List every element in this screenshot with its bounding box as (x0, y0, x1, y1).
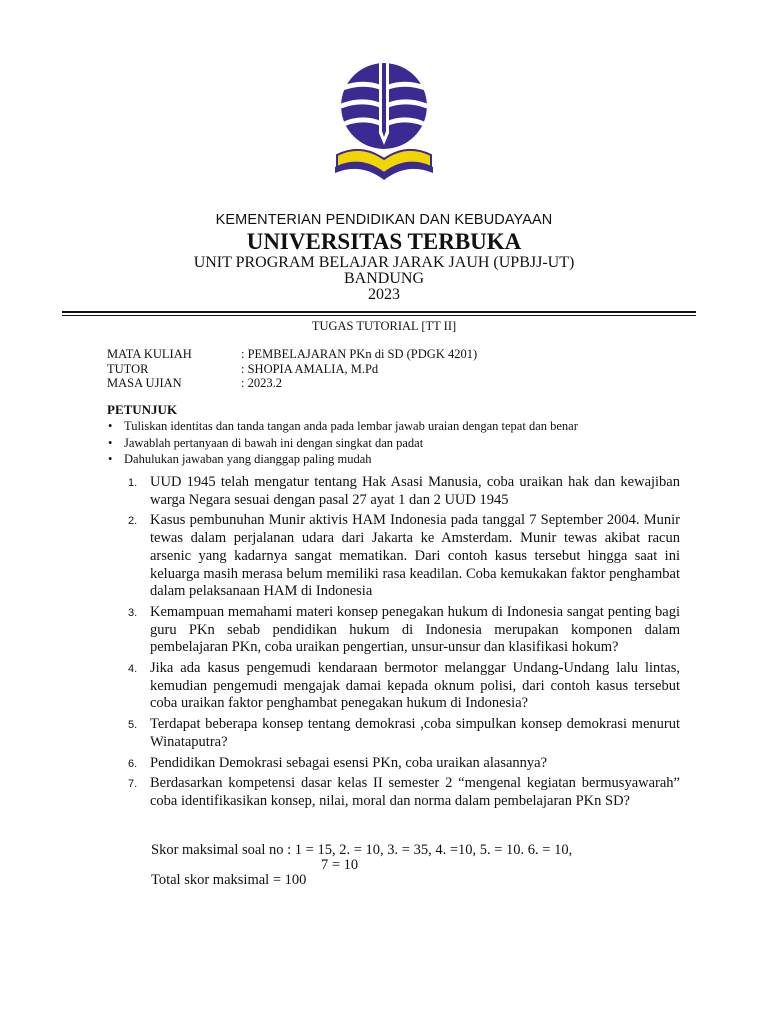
question-text: Terdapat beberapa konsep tentang demokrasi ,coba simpulkan konsep demokrasi menurut Winataputra? (150, 716, 680, 750)
question-item (130, 474, 680, 509)
instructions-list (107, 418, 578, 468)
question-number: 6. (128, 757, 138, 770)
question-number: 1. (128, 477, 138, 489)
info-row-tutor (107, 362, 477, 377)
question-number: 5. (128, 719, 138, 732)
info-value: : 2023.2 (241, 376, 282, 390)
info-key: MASA UJIAN (107, 376, 182, 390)
ministry-name: KEMENTERIAN PENDIDIKAN DAN KEBUDAYAAN (215, 212, 553, 228)
instruction-item: • Tuliskan identitas dan tanda tangan anda pada lembar jawab uraian dengan tepat dan benar (107, 418, 578, 435)
info-value: : PEMBELAJARAN PKn di SD (PDGK 4201) (241, 347, 478, 361)
instruction-item: • Dahulukan jawaban yang dianggap paling mudah (107, 451, 578, 468)
info-row-exam-period (107, 376, 477, 391)
info-key: MATA KULIAH (107, 347, 192, 361)
score-line: Skor maksimal soal no : 1 = 15, 2. = 10, 3. = 35, 4. =10, 5. = 10. 6. = 10, (151, 842, 573, 858)
unit-name: UNIT PROGRAM BELAJAR JARAK JAUH (UPBJJ-UT) (193, 254, 575, 271)
instruction-item: • Jawablah pertanyaan di bawah ini dengan singkat dan padat (107, 435, 578, 452)
info-value: : SHOPIA AMALIA, M.Pd (241, 361, 379, 376)
course-info (107, 347, 477, 391)
question-number: 2. (128, 515, 138, 528)
question-number: 3. (128, 606, 138, 619)
city-name: BANDUNG (344, 270, 424, 287)
score-line: 7 = 10 (321, 857, 359, 873)
info-key: TUTOR (107, 361, 149, 376)
question-item (130, 775, 680, 810)
task-title: TUGAS TUTORIAL [TT II] (311, 319, 457, 333)
header-divider-thin (62, 315, 696, 316)
question-number: 7. (128, 778, 138, 791)
question-number: 4. (128, 663, 138, 676)
question-text: Berdasarkan kompetensi dasar kelas II semester 2 “mengenal kegiatan bermusyawarah” coba identifikasikan konsep, nilai, moral dan norma dalam pembelajaran PKn SD? (150, 775, 680, 809)
university-name: UNIVERSITAS TERBUKA (246, 229, 522, 254)
score-section (151, 843, 572, 888)
instructions-heading: PETUNJUK (107, 402, 178, 417)
total-score: Total skor maksimal = 100 (151, 872, 307, 888)
year: 2023 (368, 286, 400, 303)
question-item (130, 604, 680, 657)
question-text: Pendidikan Demokrasi sebagai esensi PKn, coba uraikan alasannya? (150, 754, 548, 771)
question-text: Jika ada kasus pengemudi kendaraan bermotor melanggar Undang-Undang lalu lintas, kemudian pengemudi mengajak damai kepada oknum polisi, dari contoh kasus tersebut coba uraikan faktor penghambat penegakan hukum di Indonesia? (150, 660, 680, 712)
question-item (130, 716, 680, 751)
question-item (130, 512, 680, 601)
question-item (130, 660, 680, 713)
question-list (130, 474, 680, 811)
header-divider-thick (62, 311, 696, 313)
universitas-terbuka-logo (333, 63, 435, 185)
question-text: UUD 1945 telah mengatur tentang Hak Asasi Manusia, coba uraikan hak dan kewajiban warga Negara sesuai dengan pasal 27 ayat 1 dan 2 UUD 1945 (150, 474, 680, 508)
question-text: Kasus pembunuhan Munir aktivis HAM Indonesia pada tanggal 7 September 2004. Munir tewas dalam perjalanan udara dari Jakarta ke Amsterdam. Munir tewas akibat racun arsenic yang kadarnya sangat mematikan. Dari contoh kasus tersebut hingga saat ini keluarga masih merasa belum memiliki rasa keadilan. Coba kemukakan faktor penghambat dalam pelaksanaan HAM di Indonesia (150, 512, 680, 600)
question-item (130, 755, 680, 773)
info-row-course (107, 347, 477, 362)
question-text: Kemampuan memahami materi konsep penegakan hukum di Indonesia sangat penting bagi guru PKn sebab pendidikan hukum di Indonesia merupakan komponen dalam pembelajaran PKn, coba uraikan pengertian, unsur-unsur dan klasifikasi hokum? (150, 603, 680, 656)
